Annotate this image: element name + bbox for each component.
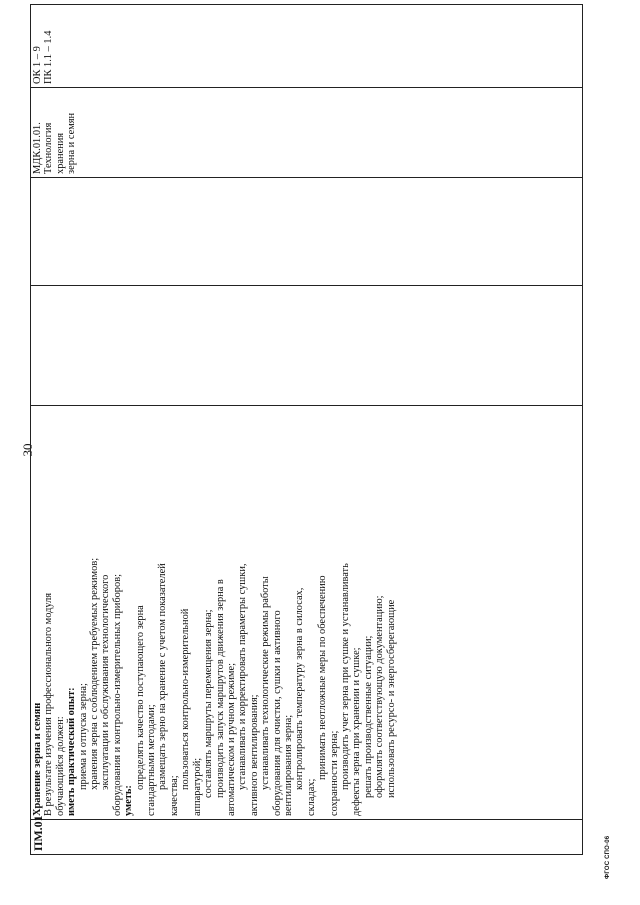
- content-line: принимать неотложные меры по обеспечению: [317, 575, 329, 780]
- content-line: обучающийся должен:: [54, 716, 66, 816]
- content-line: складах;: [305, 778, 317, 816]
- content-line: устанавливать технологические режимы работы: [260, 576, 272, 790]
- content-line: пользоваться контрольно-измерительной: [180, 608, 192, 790]
- content-line: автоматическом и ручном режиме;: [225, 663, 237, 816]
- mdk-code: МДК.01.01.: [32, 122, 43, 174]
- module-content: [31, 406, 397, 819]
- content-line: стандартными методами;: [146, 704, 158, 816]
- content-line: оборудования для очистки, сушки и активного: [271, 610, 283, 816]
- content-line: устанавливать и корректировать параметры сушки,: [237, 563, 249, 790]
- curriculum-table: [30, 4, 583, 855]
- content-line: приема и отпуска зерна;: [77, 683, 89, 790]
- empty-cell-hours: [31, 286, 583, 406]
- content-line: контролировать температуру зерна в силосах,: [294, 587, 306, 790]
- competencies-cell: [31, 5, 583, 88]
- table-row: [31, 5, 583, 855]
- footer-code: ФГОС СПО-06: [605, 835, 611, 879]
- empty-cell-hours-mandatory: [31, 178, 583, 286]
- mdk-title-line-2: зерна и семян: [66, 112, 78, 174]
- page-number: 30: [20, 443, 35, 457]
- content-line: оформлять соответствующую документацию;: [374, 595, 386, 798]
- content-line: уметь:: [123, 785, 135, 816]
- content-line: сохранности зерна;: [328, 730, 340, 816]
- content-line: Хранение зерна и семян: [32, 702, 43, 816]
- mdk-text: [31, 88, 78, 177]
- content-line: вентилирования зерна;: [282, 714, 294, 816]
- module-content-cell: [31, 406, 583, 820]
- content-line: аппаратурой;: [191, 757, 203, 816]
- content-line: активного вентилирования;: [248, 694, 260, 816]
- professional-competencies: ПК 1.1 – 1.4: [43, 30, 55, 84]
- content-line: составлять маршруты перемещения зерна;: [203, 609, 215, 798]
- module-code-cell: [31, 815, 583, 855]
- general-competencies: ОК 1 – 9: [32, 46, 43, 84]
- mdk-cell: [31, 88, 583, 178]
- content-line: качества;: [168, 775, 180, 816]
- content-line: иметь практический опыт:: [66, 687, 78, 816]
- content-line: размещать зерно на хранение с учетом показателей: [157, 563, 169, 790]
- competencies-text: [31, 5, 55, 87]
- content-line: определять качество поступающего зерна: [134, 605, 146, 790]
- content-line: производить учет зерна при сушке и устанавливать: [339, 563, 351, 790]
- content-line: В результате изучения профессионального модуля: [43, 592, 55, 816]
- content-line: хранения зерна с соблюдением требуемых режимов;: [89, 557, 101, 790]
- mdk-title-line-1: Технология хранения: [43, 122, 66, 174]
- content-line: решать производственные ситуации;: [362, 635, 374, 798]
- content-line: эксплуатации и обслуживания технологического: [100, 574, 112, 790]
- content-line: оборудования и контрольно-измерительных приборов;: [111, 574, 123, 816]
- content-line: использовать ресурсо- и энергосберегающие: [385, 599, 397, 798]
- content-line: производить запуск маршрутов движения зерна в: [214, 579, 226, 798]
- module-code: ПМ.01: [31, 815, 45, 851]
- content-line: дефекты зерна при хранении и сушке;: [351, 647, 363, 816]
